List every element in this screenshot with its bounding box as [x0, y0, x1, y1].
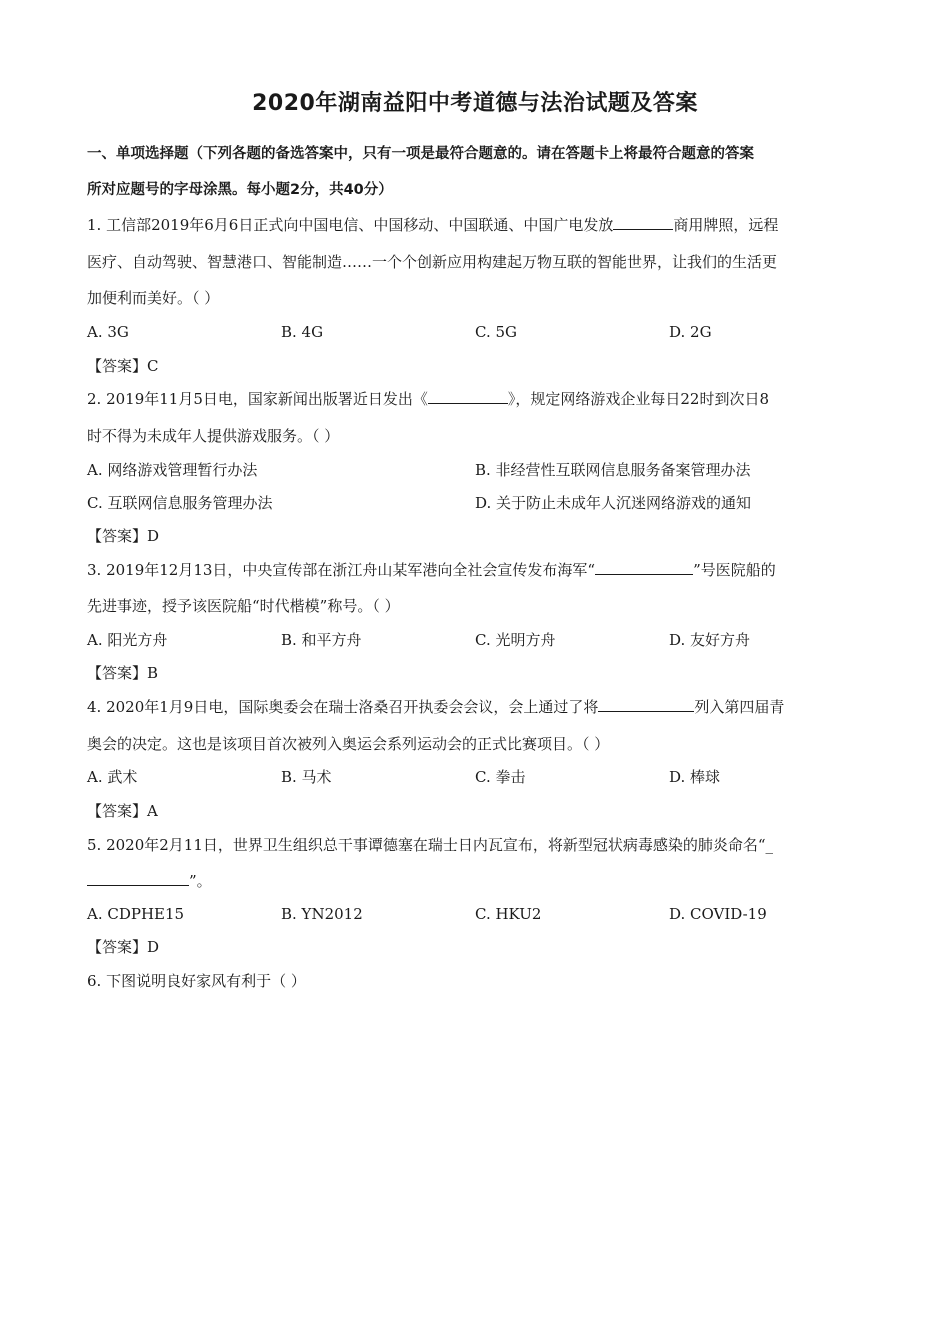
- question-4-option-b: B. 马术: [281, 768, 332, 786]
- question-4-blank: [598, 697, 694, 712]
- question-5-option-d: D. COVID-19: [669, 905, 767, 923]
- question-3-option-b: B. 和平方舟: [281, 631, 362, 649]
- question-5-text-b: ”。: [189, 872, 212, 890]
- question-5-line1: 5. 2020年2月11日，世界卫生组织总干事谭德塞在瑞士日内瓦宣布，将新型冠状病毒感染的肺炎命名“_: [87, 836, 774, 854]
- question-1-blank: [613, 215, 673, 230]
- question-3-blank: [595, 560, 693, 575]
- question-1-option-a: A. 3G: [87, 323, 129, 341]
- question-4-line2: 奥会的决定。这也是该项目首次被列入奥运会系列运动会的正式比赛项目。（ ）: [87, 735, 610, 753]
- question-4-option-a: A. 武术: [87, 768, 138, 786]
- question-3-text-b: ”号医院船的: [693, 561, 776, 579]
- question-5-option-c: C. HKU2: [475, 905, 542, 923]
- question-2-blank: [428, 389, 508, 404]
- question-4-option-d: D. 棒球: [669, 768, 721, 786]
- page-title: 2020年湖南益阳中考道德与法治试题及答案: [252, 91, 698, 116]
- question-2-option-d: D. 关于防止未成年人沉迷网络游戏的通知: [475, 494, 752, 512]
- question-1-line3: 加便利而美好。（ ）: [87, 289, 220, 307]
- question-4-option-c: C. 拳击: [475, 768, 526, 786]
- question-1-option-d: D. 2G: [669, 323, 712, 341]
- question-3-text-a: 3. 2019年12月13日，中央宣传部在浙江舟山某军港向全社会宣传发布海军“: [87, 561, 596, 579]
- question-4-text-a: 4. 2020年1月9日电，国际奥委会在瑞士洛桑召开执委会会议，会上通过了将: [87, 698, 599, 716]
- question-1-line1: [87, 215, 778, 235]
- question-1-option-c: C. 5G: [475, 323, 518, 341]
- question-5-line2: [87, 871, 212, 891]
- question-5-option-b: B. YN2012: [281, 905, 363, 923]
- question-2-option-a: A. 网络游戏管理暂行办法: [87, 461, 258, 479]
- question-6-line1: 6. 下图说明良好家风有利于（ ）: [87, 972, 306, 990]
- question-2-line2: 时不得为未成年人提供游戏服务。（ ）: [87, 427, 340, 445]
- question-2-answer: 【答案】D: [87, 527, 160, 545]
- question-3-line2: 先进事迹，授予该医院船“时代楷模”称号。（ ）: [87, 597, 400, 615]
- section-heading-line2: 所对应题号的字母涂黑。每小题2分，共40分）: [87, 182, 393, 198]
- question-3-option-d: D. 友好方舟: [669, 631, 751, 649]
- question-4-answer: 【答案】A: [87, 802, 158, 820]
- section-heading-line1: 一、单项选择题（下列各题的备选答案中，只有一项是最符合题意的。请在答题卡上将最符合题意的答案: [87, 146, 754, 162]
- question-2-text-a: 2. 2019年11月5日电，国家新闻出版署近日发出《: [87, 390, 428, 408]
- question-3-option-c: C. 光明方舟: [475, 631, 556, 649]
- question-5-blank: [87, 871, 189, 886]
- question-2-option-c: C. 互联网信息服务管理办法: [87, 494, 273, 512]
- question-1-answer: 【答案】C: [87, 357, 159, 375]
- question-5-answer: 【答案】D: [87, 938, 160, 956]
- question-4-text-b: 列入第四届青: [694, 698, 785, 716]
- question-2-option-b: B. 非经营性互联网信息服务备案管理办法: [475, 461, 751, 479]
- question-3-line1: [87, 560, 776, 580]
- question-1-text-a: 1. 工信部2019年6月6日正式向中国电信、中国移动、中国联通、中国广电发放: [87, 216, 614, 234]
- question-4-line1: [87, 697, 784, 717]
- question-2-line1: [87, 389, 769, 409]
- question-2-text-b: 》，规定网络游戏企业每日22时到次日8: [507, 390, 770, 408]
- question-3-option-a: A. 阳光方舟: [87, 631, 168, 649]
- question-1-text-b: 商用牌照，远程: [673, 216, 779, 234]
- question-1-line2: 医疗、自动驾驶、智慧港口、智能制造……一个个创新应用构建起万物互联的智能世界，让我们的生活更: [87, 253, 778, 271]
- question-5-option-a: A. CDPHE15: [87, 905, 185, 923]
- question-1-option-b: B. 4G: [281, 323, 324, 341]
- question-3-answer: 【答案】B: [87, 664, 159, 682]
